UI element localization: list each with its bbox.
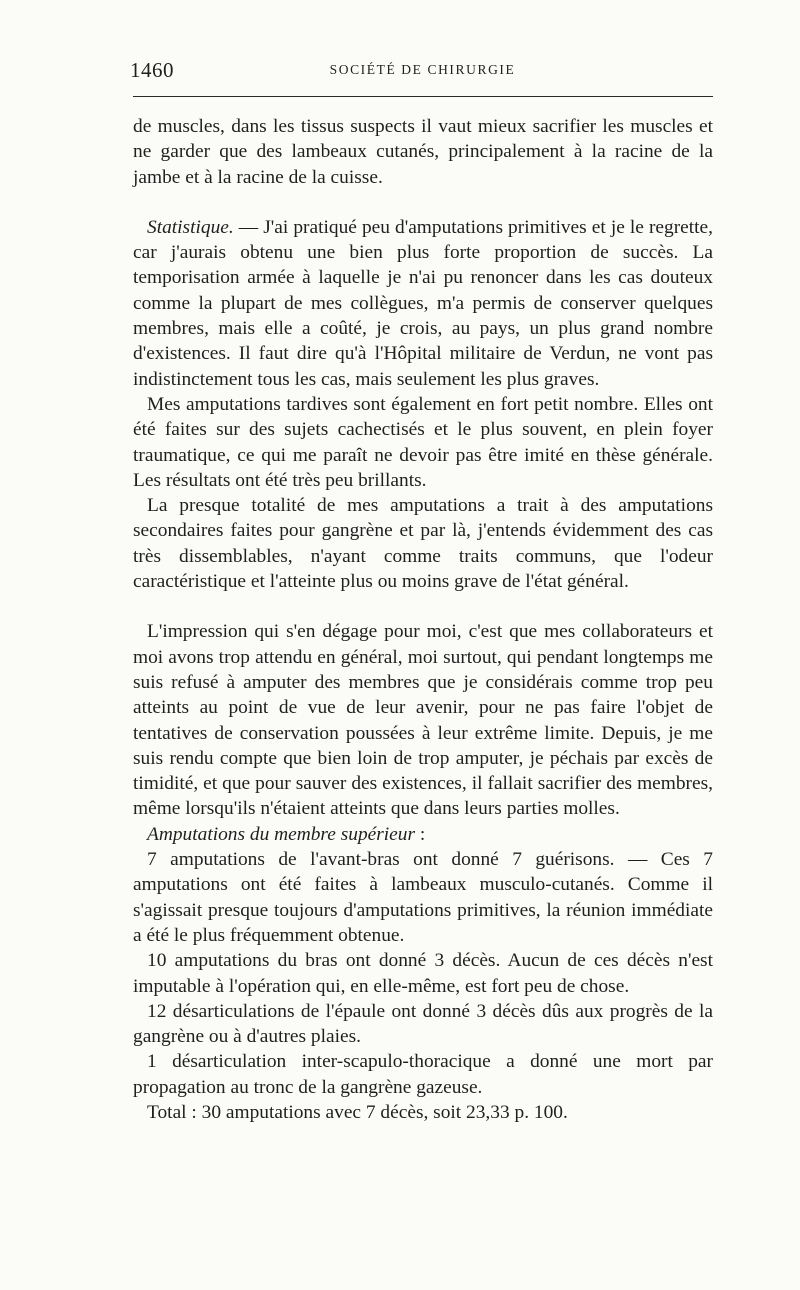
- section-lead-statistique: Statistique.: [147, 216, 234, 238]
- paragraph-total: Total : 30 amputations avec 7 décès, soit 23,33 p. 100.: [147, 1101, 568, 1123]
- paragraph-amputations-secondaires: La presque totalité de mes amputations a trait à des amputations secondaires faites pour gangrène et par là, j'entends évidemment des cas très dissemblables, n'ayant comme traits communs, que l'odeur caractéristique et l'atteinte plus ou moins grave de l'état général.: [133, 495, 713, 593]
- running-head: SOCIÉTÉ DE CHIRURGIE: [329, 62, 516, 77]
- paragraph-bras: 10 amputations du bras ont donné 3 décès. Aucun de ces décès n'est imputable à l'opération qui, en elle-même, est fort peu de chose.: [133, 950, 713, 997]
- paragraph-impression: L'impression qui s'en dégage pour moi, c'est que mes collaborateurs et moi avons trop attendu en général, moi surtout, qui pendant longtemps me suis refusé à amputer des membres que je considérais comme trop peu atteints au point de vue de leur avenir, pour ne pas faire l'objet de tentatives de conservation poussées à leur extrême limite. Depuis, je me suis rendu compte que bien loin de trop amputer, je péchais par excès de timidité, et que pour sauver des existences, il fallait sacrifier des membres, même lorsqu'ils n'étaient atteints que dans leurs parties molles.: [133, 621, 713, 820]
- subheading-label: Amputations du membre supérieur: [147, 823, 416, 845]
- paragraph-epaule: 12 désarticulations de l'épaule ont donné 3 décès dûs aux progrès de la gangrène ou à d'autres plaies.: [133, 1000, 713, 1048]
- page-header: [130, 58, 715, 88]
- subheading-membre-superieur: Amputations du membre supérieur :: [147, 823, 426, 845]
- header-rule: [133, 96, 713, 97]
- paragraph-continuation: de muscles, dans les tissus suspects il vaut mieux sacrifier les muscles et ne garder que des lambeaux cutanés, principalement à la racine de la jambe et à la racine de la cuisse.: [133, 116, 713, 188]
- page-number: 1460: [130, 58, 174, 82]
- paragraph-avant-bras: 7 amputations de l'avant-bras ont donné 7 guérisons. — Ces 7 amputations ont été faites à lambeaux musculo-cutanés. Comme il s'agissait presque toujours d'amputations primitives, la réunion immédiate a été le plus fréquemment obtenue.: [133, 849, 713, 946]
- paragraph-amputations-tardives: Mes amputations tardives sont également en fort petit nombre. Elles ont été faites sur des sujets cachectisés et le plus souvent, en plein foyer traumatique, ce qui me paraît ne devoir pas être imité en thèse générale. Les résultats ont été très peu brillants.: [133, 393, 713, 491]
- body-text: [133, 114, 713, 1125]
- paragraph-statistique: Statistique. — J'ai pratiqué peu d'amputations primitives et je le regrette, car j'aurais obtenu une bien plus forte proportion de succès. La temporisation armée à laquelle je n'ai pu renoncer dans les cas douteux comme la plupart de mes collègues, m'a permis de conserver quelques membres, mais elle a coûté, je crois, au pays, un plus grand nombre d'existences. Il faut dire qu'à l'Hôpital militaire de Verdun, ne vont pas indistinctement tous les cas, mais seulement les plus graves.: [133, 216, 713, 390]
- paragraph-inter-scapulo-thoracique: 1 désarticulation inter-scapulo-thoracique a donné une mort par propagation au tronc de la gangrène gazeuse.: [133, 1051, 713, 1098]
